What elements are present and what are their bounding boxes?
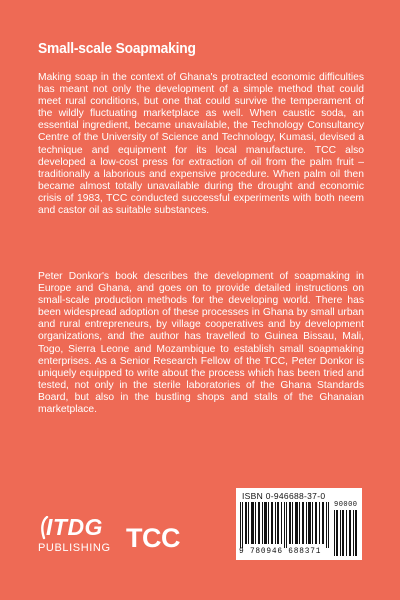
page-title: Small-scale Soapmaking bbox=[38, 40, 196, 57]
itdg-publishing-logo bbox=[38, 512, 113, 560]
addon-number: 90000 bbox=[334, 501, 358, 509]
ean-number: 9 780946 688371 bbox=[239, 548, 322, 556]
tcc-logo: TCC bbox=[126, 523, 180, 553]
body-paragraph-2: Peter Donkor's book describes the development of soapmaking in Europe and Ghana, and goes on to provide detailed instructions on small-scale production methods for the developing world. There has been widespread adoption of these processes in Ghana by small urban and rural entrepreneurs, by village cooperatives and by development organizations, and the author has travelled to Guinea Bissau, Mali, Togo, Sierra Leone and Mozambique to establish small soapmaking enterprises. As a Senior Research Fellow of the TCC, Peter Donkor is uniquely equipped to write about the process which has been tried and tested, not only in the sterile laboratories of the Ghana Standards Board, but also in the bustling shops and stalls of the Ghanaian marketplace. bbox=[38, 271, 364, 416]
isbn-barcode bbox=[236, 488, 362, 560]
ean-barcode-bars bbox=[240, 502, 332, 548]
itdg-logo-text: ITDG bbox=[46, 514, 103, 540]
addon-barcode-bars bbox=[334, 510, 358, 556]
isbn-label: ISBN 0-946688-37-0 bbox=[242, 491, 326, 501]
body-paragraph-1: Making soap in the context of Ghana's protracted economic difficulties has meant not only the development of a simple method that could meet rural conditions, but one that could survive the temperament of the wildly fluctuating marketplace as well. When caustic soda, an essential ingredient, became unavailable, the Technology Consultancy Centre of the University of Science and Technology, Kumasi, devised a technique and equipment for its local manufacture. TCC also developed a low-cost press for extraction of oil from the palm fruit – traditionally a laborious and expensive procedure. When palm oil then became almost totally unavailable during the drought and economic crisis of 1983, TCC conducted successful experiments with both neem and castor oil as suitable substances. bbox=[38, 72, 364, 217]
itdg-publishing-label: PUBLISHING bbox=[38, 542, 111, 554]
